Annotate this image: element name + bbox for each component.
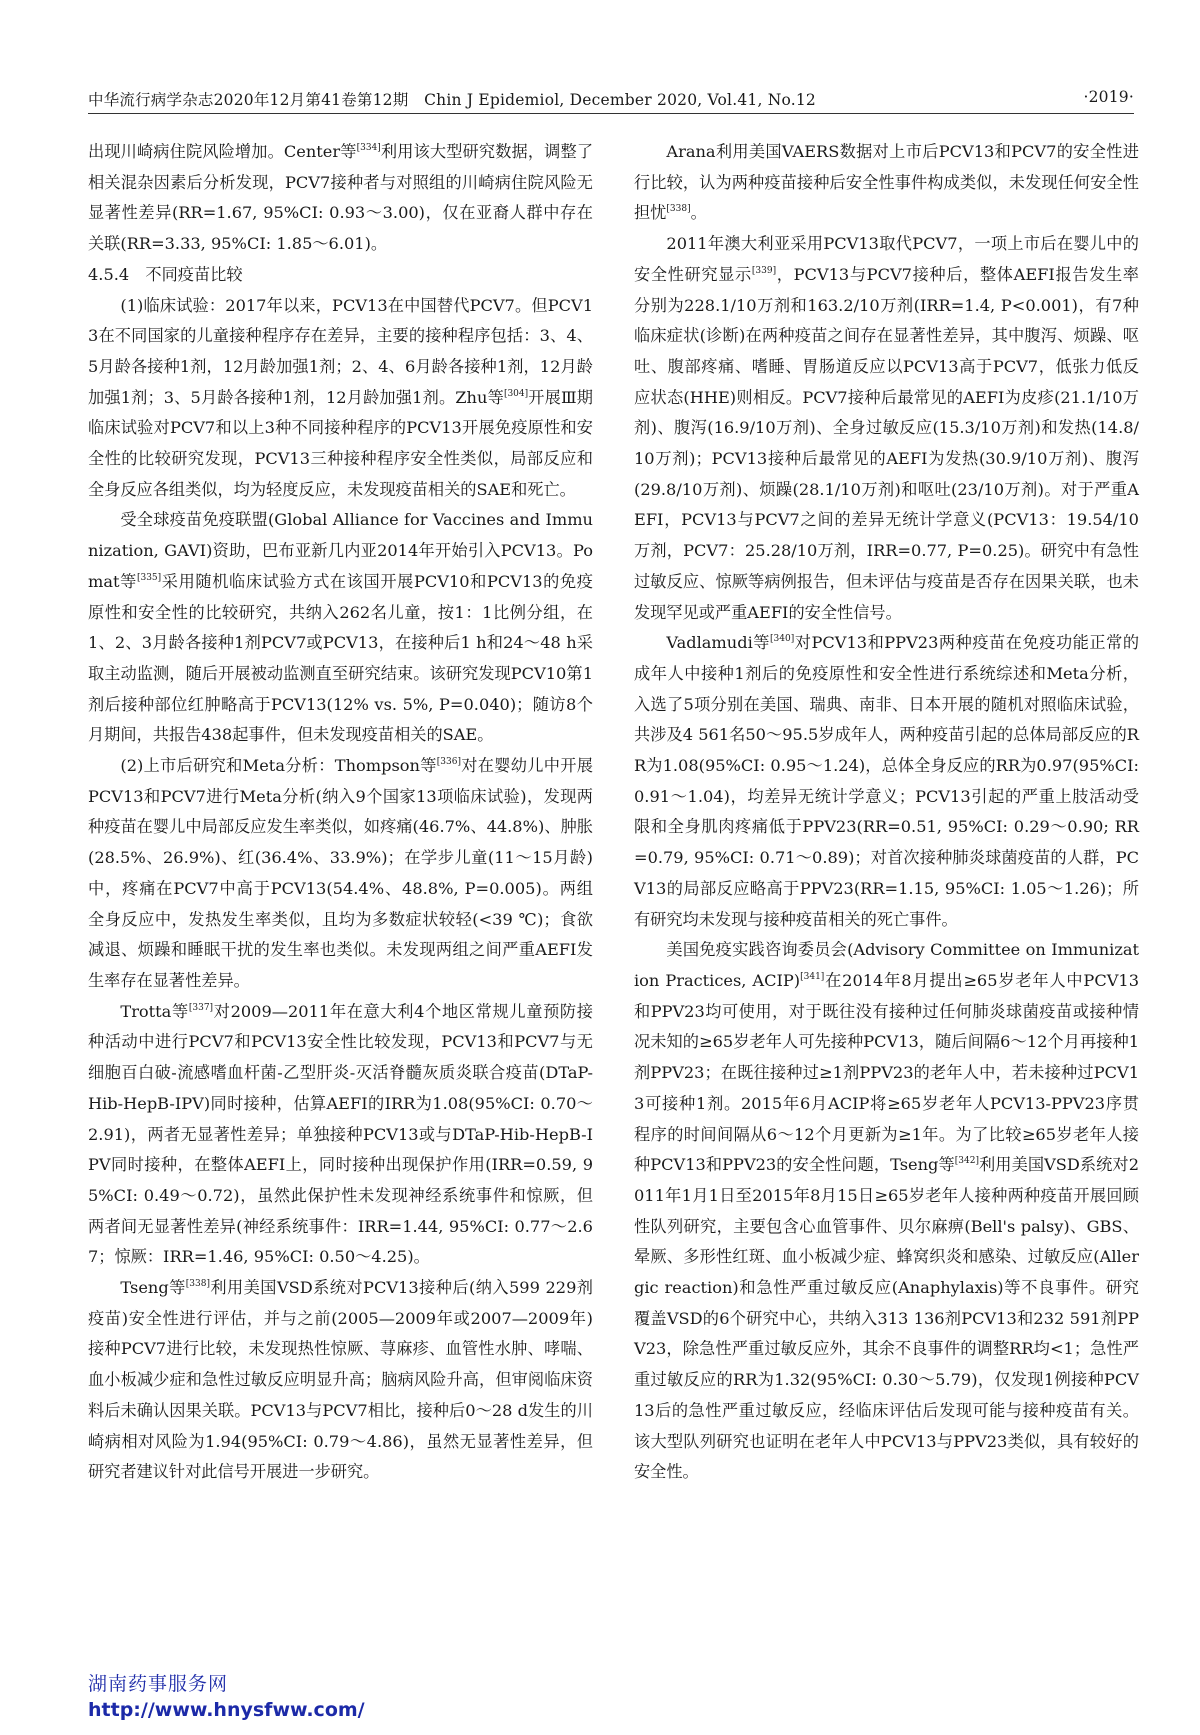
text-run: 。: [690, 203, 707, 223]
watermark-footer: [88, 1671, 365, 1723]
citation-ref: [335]: [136, 572, 162, 583]
citation-ref: [337]: [188, 1002, 214, 1013]
paragraph: [88, 291, 593, 506]
citation-ref: [334]: [356, 143, 381, 153]
citation-ref: [304]: [503, 388, 529, 399]
citation-ref: [341]: [800, 971, 825, 982]
text-run: Trotta等: [120, 1001, 189, 1021]
paragraph: [88, 751, 593, 997]
journal-citation: 中华流行病学杂志2020年12月第41卷第12期 Chin J Epidemiol, December 2020, Vol.41, No.12: [88, 91, 816, 109]
paragraph: [88, 505, 593, 751]
paragraph: [634, 137, 1139, 229]
text-run: 开展Ⅲ期临床试验对PCV7和以上3种不同接种程序的PCV13开展免疫原性和安全性的比较研究发现，PCV13三种接种程序安全性类似，局部反应和全身反应各组类似，均为轻度反应，未发现疫苗相关的SAE和死亡。: [88, 387, 593, 499]
citation-ref: [338]: [185, 1279, 210, 1290]
text-run: Vadlamudi等: [666, 633, 771, 653]
text-run: 2011年澳大利亚采用PCV13取代PCV7，一项上市后在婴儿中的安全性研究显示: [634, 234, 1139, 284]
text-run: Tseng等: [120, 1278, 186, 1298]
text-run: 美国免疫实践咨询委员会(Advisory Committee on Immunization Practices, ACIP): [634, 940, 1139, 990]
left-column: [88, 137, 593, 1488]
text-run: 在2014年8月提出≥65岁老年人中PCV13和PPV23均可使用，对于既往没有接种过任何肺炎球菌疫苗或接种情况未知的≥65岁老年人可先接种PCV13，随后间隔6～12个月再接种1剂PPV23；在既往接种过≥1剂PPV23的老年人中，若未接种过PCV13可接种1剂。2015年6月ACIP将≥65岁老年人PCV13-PPV23序贯程序的时间间隔从6～12个月更新为≥1年。为了比较≥65岁老年人接种PCV13和PPV23的安全性问题，Tseng等: [634, 970, 1139, 1175]
text-run: 对PCV13和PPV23两种疫苗在免疫功能正常的成年人中接种1剂后的免疫原性和安全性进行系统综述和Meta分析，入选了5项分别在美国、瑞典、南非、日本开展的随机对照临床试验，共涉及4 561名50～95.5岁成年人，两种疫苗引起的总体局部反应的RR为1.08(95%CI: 0.95～1.24)，总体全身反应的RR为0.97(95%CI: 0.91～1.04)，均差异无统计学意义；PCV13引起的严重上肢活动受限和全身肌肉疼痛低于PPV23(RR=0.51, 95%CI: 0.29～0.90; RR=0.79, 95%CI: 0.71～0.89)；对首次接种肺炎球菌疫苗的人群，PCV13的局部反应略高于PPV23(RR=1.15, 95%CI: 1.05～1.26)；所有研究均未发现与接种疫苗相关的死亡事件。: [634, 633, 1140, 929]
site-name: 湖南药事服务网: [88, 1673, 229, 1695]
text-run: 采用随机临床试验方式在该国开展PCV10和PCV13的免疫原性和安全性的比较研究，共纳入262名儿童，按1：1比例分组，在1、2、3月龄各接种1剂PCV7或PCV13，在接种后1 h和24～48 h采取主动监测，随后开展被动监测直至研究结束。该研究发现PCV10第1剂后接种部位红肿略高于PCV13(12% vs. 5%, P=0.040)；随访8个月期间，共报告438起事件，但未发现疫苗相关的SAE。: [88, 571, 593, 745]
paragraph: [634, 935, 1139, 1488]
page-number: ·2019·: [1083, 88, 1134, 106]
text-run: 出现川崎病住院风险增加。Center等: [88, 142, 357, 161]
text-run: 利用美国VSD系统对PCV13接种后(纳入599 229剂疫苗)安全性进行评估，并与之前(2005—2009年或2007—2009年)接种PCV7进行比较，未发现热性惊厥、荨麻疹、血管性水肿、哮喘、血小板减少症和急性过敏反应明显升高；脑病风险升高，但审阅临床资料后未确认因果关联。PCV13与PCV7相比，接种后0～28 d发生的川崎病相对风险为1.94(95%CI: 0.79～4.86)，虽然无显著性差异，但研究者建议针对此信号开展进一步研究。: [88, 1278, 593, 1482]
site-url[interactable]: http://www.hnysfww.com/: [88, 1699, 365, 1721]
right-column: [634, 137, 1139, 1488]
paragraph: [88, 997, 593, 1273]
citation-ref: [339]: [751, 265, 777, 276]
running-header: [88, 84, 1134, 112]
header-rule: [88, 113, 1134, 114]
text-run: 受全球疫苗免疫联盟(Global Alliance for Vaccines and Immunization, GAVI)资助，巴布亚新几内亚2014年开始引入PCV13。Pomat等: [88, 510, 593, 591]
text-run: (1)临床试验：2017年以来，PCV13在中国替代PCV7。但PCV13在不同国家的儿童接种程序存在差异，主要的接种程序包括：3、4、5月龄各接种1剂，12月龄加强1剂；2、4、6月龄各接种1剂，12月龄加强1剂；3、5月龄各接种1剂，12月龄加强1剂。Zhu等: [88, 295, 593, 407]
citation-ref: [338]: [666, 204, 691, 215]
citation-ref: [340]: [770, 634, 795, 645]
text-run: 4.5.4 不同疫苗比较: [88, 264, 243, 284]
paragraph: [634, 628, 1139, 935]
text-run: Arana利用美国VAERS数据对上市后PCV13和PCV7的安全性进行比较，认为两种疫苗接种后安全性事件构成类似，未发现任何安全性担忧: [634, 142, 1139, 223]
citation-ref: [336]: [436, 757, 461, 768]
section-heading: [88, 260, 593, 291]
citation-ref: [342]: [954, 1156, 979, 1167]
paragraph: [634, 229, 1139, 628]
text-run: ，PCV13与PCV7接种后，整体AEFI报告发生率分别为228.1/10万剂和163.2/10万剂(IRR=1.4, P<0.001)，有7种临床症状(诊断)在两种疫苗之间存在显著性差异，其中腹泻、烦躁、呕吐、腹部疼痛、嗜睡、胃肠道反应以PCV13高于PCV7，低张力低反应状态(HHE)则相反。PCV7接种后最常见的AEFI为皮疹(21.1/10万剂)、腹泻(16.9/10万剂)、全身过敏反应(15.3/10万剂)和发热(14.8/10万剂)；PCV13接种后最常见的AEFI为发热(30.9/10万剂)、腹泻(29.8/10万剂)、烦躁(28.1/10万剂)和呕吐(23/10万剂)。对于严重AEFI，PCV13与PCV7之间的差异无统计学意义(PCV13：19.54/10万剂，PCV7：25.28/10万剂，IRR=0.77, P=0.25)。研究中有急性过敏反应、惊厥等病例报告，但未评估与疫苗是否存在因果关联，也未发现罕见或严重AEFI的安全性信号。: [634, 264, 1139, 622]
paragraph: [88, 137, 593, 260]
text-run: (2)上市后研究和Meta分析：Thompson等: [120, 756, 437, 776]
text-run: 利用美国VSD系统对2011年1月1日至2015年8月15日≥65岁老年人接种两种疫苗开展回顾性队列研究，主要包含心血管事件、贝尔麻痹(Bell's palsy)、GBS、晕厥、多形性红斑、血小板减少症、蜂窝织炎和感染、过敏反应(Allergic reaction)和急性严重过敏反应(Anaphylaxis)等不良事件。研究覆盖VSD的6个研究中心，共纳入313 136剂PCV13和232 591剂PPV23，除急性严重过敏反应外，其余不良事件的调整RR均<1；急性严重过敏反应的RR为1.32(95%CI: 0.30～5.79)，仅发现1例接种PCV13后的急性严重过敏反应，经临床评估后发现可能与接种疫苗有关。该大型队列研究也证明在老年人中PCV13与PPV23类似，具有较好的安全性。: [634, 1155, 1139, 1482]
text-run: 对在婴幼儿中开展PCV13和PCV7进行Meta分析(纳入9个国家13项临床试验)，发现两种疫苗在婴儿中局部反应发生率类似，如疼痛(46.7%、44.8%)、肿胀(28.5%、26.9%)、红(36.4%、33.9%)；在学步儿童(11～15月龄)中，疼痛在PCV7中高于PCV13(54.4%、48.8%, P=0.005)。两组全身反应中，发热发生率类似，且均为多数症状较轻(<39 ℃)；食欲减退、烦躁和睡眠干扰的发生率也类似。未发现两组之间严重AEFI发生率存在显著性差异。: [88, 756, 593, 990]
text-run: 利用该大型研究数据，调整了相关混杂因素后分析发现，PCV7接种者与对照组的川崎病住院风险无显著性差异(RR=1.67, 95%CI: 0.93～3.00)，仅在亚裔人群中存在关联(RR=3.33, 95%CI: 1.85～6.01)。: [88, 142, 594, 254]
text-run: 对2009—2011年在意大利4个地区常规儿童预防接种活动中进行PCV7和PCV13安全性比较发现，PCV13和PCV7与无细胞百白破-流感嗜血杆菌-乙型肝炎-灭活脊髓灰质炎联合疫苗(DTaP-Hib-HepB-IPV)同时接种，估算AEFI的IRR为1.08(95%CI: 0.70～2.91)，两者无显著性差异；单独接种PCV13或与DTaP-Hib-HepB-IPV同时接种，在整体AEFI上，同时接种出现保护作用(IRR=0.59, 95%CI: 0.49～0.72)，虽然此保护性未发现神经系统事件和惊厥，但两者间无显著性差异(神经系统事件：IRR=1.44, 95%CI: 0.77～2.67；惊厥：IRR=1.46, 95%CI: 0.50～4.25)。: [88, 1001, 593, 1267]
paragraph: [88, 1273, 593, 1488]
